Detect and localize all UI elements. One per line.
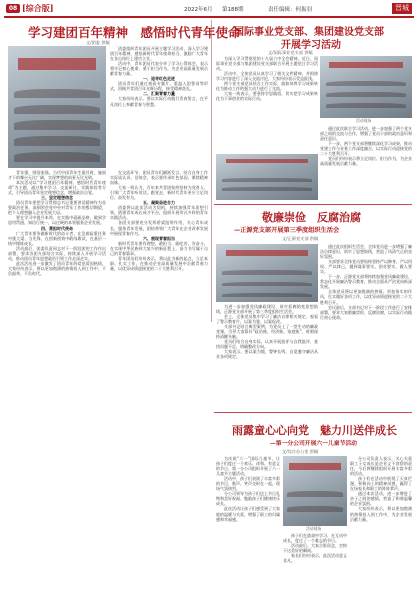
section-divider bbox=[214, 204, 412, 205]
masthead bbox=[4, 3, 414, 15]
mid-article-text-col1: 为进一步加强党风廉政建设，筑牢拒腐防变思想防线，正源党支部开展了第三季度组织生活会。 会上，全体党员集中学习了廉洁自律相关规定，观看了警示教育片，以案为鉴、以案促改。 支部书记结合典型案例，为党员上了一堂生动的廉政党课，引导大家算好“政治账、经济账、家庭账”，时刻保持清醒头脑。 党员们结合自身实际，认真开展批评与自我批评，查找问题不足，明确整改方向。 大家表示，要以案为镜，警钟长鸣，自觉遵守廉洁从业各项规定。 bbox=[216, 304, 318, 360]
bottom-article-subheadline: —第一分公司开展六一儿童节活动 bbox=[270, 441, 357, 447]
left-article-byline: 文/团委 供稿 bbox=[86, 40, 110, 45]
section-title: [综合版] bbox=[22, 3, 54, 13]
mid-article-headline: 敬廉崇俭 反腐治腐 bbox=[262, 211, 361, 224]
right-article-photo bbox=[320, 56, 412, 118]
page-number: 08 bbox=[6, 4, 20, 13]
bottom-article-text-col2: 孩子们在游戏中学习、在互动中成长，度过了一个难忘的节日。 活动最后，大家合影留念，定格下这美好的瞬间。 家长们纷纷表示，此次活动意义非凡。 bbox=[283, 533, 347, 564]
bottom-article-text-col3: 分公司负责人表示，关心关爱职工子女成长是企业义不容辞的责任，今后将继续组织开展丰富多彩的活动。 孩子们在活动中展现了天真烂漫、积极向上的精神风貌，赢得了在场家长和职工的阵阵掌声。 通过本次活动，进一步增进了亲子之间的感情，营造了和谐温馨的企业氛围。 大家纷纷表示，将以更加饱满的热情投入到工作中，为企业发展贡献力量。 bbox=[350, 456, 412, 522]
mid-article-byline: 文/正源党支部 供稿 bbox=[282, 236, 319, 241]
bottom-photo-caption: 活动现场 bbox=[306, 526, 322, 531]
bottom-article-text-col1: 为庆祝“六一”国际儿童节，让孩子们度过一个欢乐、祥和、有意义的节日，第一分公司组织开展了六一儿童节主题活动。 活动中，孩子们表演了丰富多彩的节目，歌声、笑声交织在一起，现场气氛热烈。 分公司领导为孩子们送上节日礼物和美好祝福，勉励孩子们健康快乐成长。 此次活动让孩子们感受到了大家庭的温暖与关爱，增强了职工的归属感和幸福感。 bbox=[216, 456, 280, 522]
masthead-rule bbox=[4, 16, 414, 18]
right-photo-caption: 活动现场 bbox=[356, 118, 372, 123]
mid-article-text-col2: 通过此次组织生活会，全体党员进一步增强了廉洁自律意识，筑牢了思想防线，营造了风清气正的良好氛围。 支部要求全体党员要始终坚持严以修身、严以用权、严以律己，做到谋事要实、创业要实、做人要实。 下一步，正源党支部将持续加强党风廉政建设，常态化开展廉洁警示教育，推动全面从严治党向纵深发展。 全体党员将以更加饱满的热情、更加务实的作风，扎实做好各项工作，以优异成绩迎接党的二十大胜利召开。 会议最后，支部书记对下一阶段工作进行了安排部署，要求大家敬廉崇俭、反腐治腐，以实际行动践行初心使命。 bbox=[320, 244, 412, 320]
column-divider bbox=[211, 20, 212, 322]
left-article-photo bbox=[8, 46, 106, 168]
bottom-article-photo bbox=[283, 456, 347, 526]
left-article-text-col2: 在交流环节，团员青年们踊跃发言，结合自身工作实际谈认识、话体会，表示要传承红色基因，赓续精神血脉。 大家一致认为，百年来共青团始终坚持为党育人，引领广大青年听党话、跟党走，新时代青年更应立足岗位、奋发有为。 五、凝聚奋进合力 团委将以此次活动为契机，持续加强青年思想引领，搭建青年成长成才平台，组织开展形式多样的青年实践活动。 各团支部要充分发挥桥梁纽带作用，关心青年成长，服务青年发展，团结带领广大青年在企业改革发展中展现青春作为。 六、展现青春担当 新时代青年要有理想、敢担当、能吃苦、肯奋斗，在实现中华民族伟大复兴的新征程上，奋力书写属于自己的青春篇章。 青年团员们纷纷表示，将以此为新的起点，立足本职、扎实工作，在推动企业高质量发展中贡献青春力量，以优异成绩迎接党的二十大胜利召开。 bbox=[110, 170, 208, 271]
issue-date: 2022年6月 bbox=[184, 7, 213, 13]
right-article-photo-2 bbox=[216, 154, 318, 200]
bottom-article-byline: 文/综合办公室 供稿 bbox=[282, 449, 319, 454]
issue-number: 第188期 bbox=[222, 7, 244, 13]
left-article-text-col1: 青年强，则国家强。当代中国青年生逢其时，施展才干的舞台无比广阔，实现梦想的前景无比光明。 本次活动以“学习建团百年精神，感悟时代青年使命”为主题，通过集中学习、交流研讨、实践体验等方式，引导团员青年坚定理想信念，增强政治自觉。 三、坚定理想信念 团员青年要把学习贯彻总书记重要讲话精神作为首要政治任务，深刻领会党中央对青年工作的殷切期望，把个人理想融入企业发展大局。 要在学习中提升本领，在实践中砥砺品格，做到学思用贯通、知信行统一，以过硬的本领服务企业发展。 四、勇担时代使命 广大青年要争做新时代的奋斗者，在急难险重任务中挑大梁、当先锋，在创新创效中敢闯敢试，在基层一线中锤炼成长。 活动最后，团委负责同志对下一阶段团的工作作出部署，要求各团支部结合实际，持续深入开展学习活动，推动团员青年思想政治引领工作走深走实。 此次活动进一步激发了团员青年的爱党爱国热情，大家纷纷表示，将以更加饱满的热情投入到工作中，不负韶华、不负时代。 bbox=[8, 170, 106, 276]
right-article-text-col2: 通过此次联合学习活动，进一步加强了两个党支部之间的交流与合作，增强了党员干部的政治意识和责任意识。 下一步，两个党支部将继续深化学习成果，推动党建工作与业务工作深度融合，以实际行动迎接党的二十大胜利召开。 党员们纷纷表示将立足岗位、担当作为，为企业高质量发展贡献力量。 bbox=[320, 126, 412, 167]
newspaper-logo: 晋城 bbox=[392, 3, 412, 14]
left-article-text-top: 团委组织青年团员开展主题学习活动，深入学习建团百年精神，感悟新时代青年使命担当，激励广大青年在各自岗位上建功立业。 活动中，青年团员代表分享了学习心得体会，表示将牢记初心使命，勇于担当作为，为企业高质量发展贡献青春力量。 一、追寻红色足迹 团员青年们通过观看专题片、重温入团誓词等形式，回顾共青团百年光辉历程，接受精神洗礼。 二、汇聚青春力量 大家纷纷表示，要以实际行动践行青春誓言，在平凡岗位上奉献青春与智慧。 bbox=[110, 46, 208, 107]
right-article-text-col1: 为深入学习贯彻党的十九届六中全会精神，近日，国际事业党支部与集团建设党支部联合开展主题党日学习活动。 活动中，全体党员认真学习了相关文件精神，并围绕学习内容进行了深入交流讨论，大家纷纷表示受益匪浅。 两个党支部党员结合工作实际，就如何将学习成果转化为推动工作的强大动力进行了交流。 大家一致表示，要坚持学思践悟，切实把学习成果转化为干事创业的实际行动。 bbox=[216, 56, 318, 102]
mid-article-photo bbox=[216, 244, 318, 302]
section-divider-2 bbox=[214, 412, 412, 413]
mid-article-subheadline: —正源党支部开展第三季度组织生活会 bbox=[234, 227, 340, 234]
left-article-headline: 学习建团百年精神 感悟时代青年使命 bbox=[28, 25, 241, 40]
right-article-byline: 文/国际事业党支部 供稿 bbox=[268, 50, 313, 55]
right-article-headline: 国际事业党支部、集团建设党支部 bbox=[234, 27, 384, 38]
right-article-headline-line2: 开展学习活动 bbox=[281, 40, 341, 51]
bottom-article-headline: 雨露童心心向党 魅力川送伴成长 bbox=[232, 424, 397, 437]
responsible-editor: 责任编辑：何振羽 bbox=[268, 7, 313, 13]
